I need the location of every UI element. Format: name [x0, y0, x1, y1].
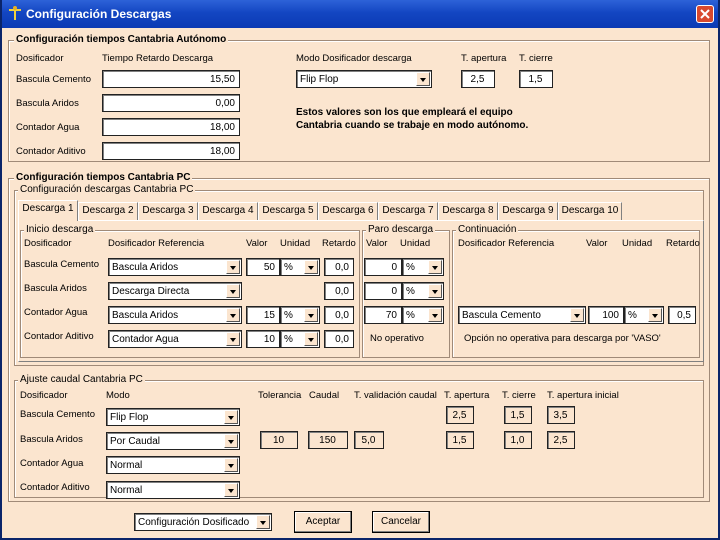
caudal-modo-bascula-cemento[interactable]: [106, 408, 240, 426]
inicio-ref-bascula-aridos[interactable]: [108, 282, 242, 300]
caudal-tolerancia-bascula-aridos[interactable]: 10: [260, 431, 298, 449]
autonomo-retardo-contador-aditivo[interactable]: 18,00: [102, 142, 240, 160]
inicio-col-dosificador: Dosificador: [24, 238, 72, 249]
tab-descarga-1[interactable]: Descarga 1: [18, 200, 78, 221]
inicio-unidad-contador-aditivo[interactable]: [280, 330, 320, 348]
chevron-down-icon[interactable]: [226, 260, 240, 274]
caudal-caudal-bascula-aridos[interactable]: 150: [308, 431, 348, 449]
inicio-retardo-contador-agua[interactable]: 0,0: [324, 306, 354, 324]
tab-descarga-7[interactable]: Descarga 7: [378, 202, 438, 220]
continuacion-col-valor: Valor: [586, 238, 608, 249]
inicio-valor-bascula-cemento[interactable]: 50: [246, 258, 280, 276]
autonomo-retardo-bascula-aridos[interactable]: 0,00: [102, 94, 240, 112]
caudal-col-apertura-inicial: T. apertura inicial: [547, 390, 619, 401]
continuacion-col-unidad: Unidad: [622, 238, 653, 249]
accept-button[interactable]: Aceptar: [294, 511, 352, 533]
continuacion-note: Opción no operativa para descarga por 'VASO': [464, 333, 661, 344]
paro-valor-bascula-aridos[interactable]: 0: [364, 282, 402, 300]
paro-unidad-value: %: [406, 286, 415, 297]
chevron-down-icon[interactable]: [256, 515, 270, 529]
paro-col-unidad: Unidad: [400, 238, 431, 249]
inicio-col-valor: Valor: [246, 238, 268, 249]
paro-unidad-contador-agua[interactable]: [402, 306, 444, 324]
inicio-label-bascula-aridos: Bascula Aridos: [24, 283, 87, 294]
caudal-cierre-bascula-cemento[interactable]: 1,5: [504, 406, 532, 424]
caudal-col-dosificador: Dosificador: [20, 390, 68, 401]
chevron-down-icon[interactable]: [224, 434, 238, 448]
inicio-label-contador-aditivo: Contador Aditivo: [24, 331, 94, 342]
autonomo-col-retardo: Tiempo Retardo Descarga: [102, 53, 214, 64]
autonomo-title: Configuración tiempos Cantabria Autónomo: [16, 34, 227, 45]
continuacion-col-retardo: Retardo: [666, 238, 700, 249]
inicio-valor-contador-aditivo[interactable]: 10: [246, 330, 280, 348]
chevron-down-icon[interactable]: [428, 284, 442, 298]
app-icon: [7, 5, 23, 21]
tab-descarga-6[interactable]: Descarga 6: [318, 202, 378, 220]
paro-valor-bascula-cemento[interactable]: 0: [364, 258, 402, 276]
chevron-down-icon[interactable]: [226, 308, 240, 322]
caudal-col-caudal: Caudal: [309, 390, 340, 401]
caudal-modo-contador-agua[interactable]: [106, 456, 240, 474]
caudal-modo-contador-aditivo[interactable]: [106, 481, 240, 499]
autonomo-label-contador-aditivo: Contador Aditivo: [16, 146, 86, 157]
chevron-down-icon[interactable]: [648, 308, 662, 322]
inicio-descarga-title: Inicio descarga: [26, 224, 94, 235]
chevron-down-icon[interactable]: [304, 332, 318, 346]
inicio-unidad-value: %: [284, 310, 293, 321]
chevron-down-icon[interactable]: [304, 260, 318, 274]
autonomo-t-apertura-input[interactable]: 2,5: [461, 70, 495, 88]
inicio-retardo-bascula-cemento[interactable]: 0,0: [324, 258, 354, 276]
tab-strip: [18, 202, 704, 222]
modo-dosificador-value: Flip Flop: [300, 74, 339, 85]
modo-dosificador-label: Modo Dosificador descarga: [296, 53, 412, 64]
inicio-unidad-value: %: [284, 262, 293, 273]
continuacion-ref-select[interactable]: [458, 306, 586, 324]
caudal-validacion-bascula-aridos[interactable]: 5,0: [354, 431, 384, 449]
inicio-unidad-contador-agua[interactable]: [280, 306, 320, 324]
close-button[interactable]: [696, 5, 714, 23]
chevron-down-icon[interactable]: [304, 308, 318, 322]
caudal-label-bascula-aridos: Bascula Aridos: [20, 434, 83, 445]
inicio-label-contador-agua: Contador Agua: [24, 307, 88, 318]
caudal-modo-bascula-aridos[interactable]: [106, 432, 240, 450]
autonomo-label-contador-agua: Contador Agua: [16, 122, 80, 133]
caudal-cierre-bascula-aridos[interactable]: 1,0: [504, 431, 532, 449]
continuacion-valor-input[interactable]: 100: [588, 306, 624, 324]
inicio-ref-contador-agua[interactable]: [108, 306, 242, 324]
caudal-col-modo: Modo: [106, 390, 130, 401]
caudal-modo-value: Normal: [110, 485, 143, 496]
chevron-down-icon[interactable]: [428, 260, 442, 274]
caudal-title: Ajuste caudal Cantabria PC: [20, 374, 143, 385]
chevron-down-icon[interactable]: [226, 332, 240, 346]
autonomo-note-line1: Estos valores son los que empleará el equipo: [296, 107, 513, 118]
caudal-col-apertura: T. apertura: [444, 390, 490, 401]
paro-unidad-bascula-cemento[interactable]: [402, 258, 444, 276]
caudal-apertura-bascula-cemento[interactable]: 2,5: [446, 406, 474, 424]
caudal-modo-value: Flip Flop: [110, 412, 149, 423]
inicio-retardo-contador-aditivo[interactable]: 0,0: [324, 330, 354, 348]
window-title: Configuración Descargas: [26, 7, 172, 21]
caudal-modo-value: Por Caudal: [110, 436, 161, 447]
paro-no-operativo: No operativo: [370, 333, 424, 344]
inicio-ref-value: Bascula Aridos: [112, 310, 179, 321]
paro-col-valor: Valor: [366, 238, 388, 249]
chevron-down-icon[interactable]: [416, 72, 430, 86]
autonomo-note-line2: Cantabria cuando se trabaje en modo autónomo.: [296, 120, 529, 131]
paro-unidad-value: %: [406, 262, 415, 273]
inicio-ref-value: Descarga Directa: [112, 286, 190, 297]
autonomo-label-bascula-aridos: Bascula Aridos: [16, 98, 79, 109]
config-dosificado-select[interactable]: [134, 513, 272, 531]
autonomo-retardo-bascula-cemento[interactable]: 15,50: [102, 70, 240, 88]
continuacion-unidad-value: %: [628, 310, 637, 321]
caudal-apertura-inicial-bascula-aridos[interactable]: 2,5: [547, 431, 575, 449]
caudal-apertura-inicial-bascula-cemento[interactable]: 3,5: [547, 406, 575, 424]
paro-unidad-value: %: [406, 310, 415, 321]
continuacion-unidad-select[interactable]: [624, 306, 664, 324]
autonomo-col-dosificador: Dosificador: [16, 53, 64, 64]
descargas-title: Configuración descargas Cantabria PC: [20, 184, 194, 195]
tab-descarga-3[interactable]: Descarga 3: [138, 202, 198, 220]
caudal-col-validacion: T. validación caudal: [354, 390, 437, 401]
chevron-down-icon[interactable]: [226, 284, 240, 298]
inicio-col-retardo: Retardo: [322, 238, 356, 249]
caudal-label-contador-agua: Contador Agua: [20, 458, 84, 469]
caudal-apertura-bascula-aridos[interactable]: 1,5: [446, 431, 474, 449]
tab-descarga-4[interactable]: Descarga 4: [198, 202, 258, 220]
inicio-valor-contador-agua[interactable]: 15: [246, 306, 280, 324]
pc-title: Configuración tiempos Cantabria PC: [16, 172, 191, 183]
paro-descarga-title: Paro descarga: [368, 224, 434, 235]
inicio-unidad-value: %: [284, 334, 293, 345]
chevron-down-icon[interactable]: [224, 410, 238, 424]
continuacion-ref-value: Bascula Cemento: [462, 310, 541, 321]
cancel-button[interactable]: Cancelar: [372, 511, 430, 533]
inicio-ref-value: Contador Agua: [112, 334, 179, 345]
title-bar[interactable]: [2, 0, 718, 28]
continuacion-retardo-input[interactable]: 0,5: [668, 306, 696, 324]
autonomo-t-cierre-label: T. cierre: [519, 53, 553, 64]
caudal-label-bascula-cemento: Bascula Cemento: [20, 409, 95, 420]
inicio-ref-bascula-cemento[interactable]: [108, 258, 242, 276]
autonomo-t-apertura-label: T. apertura: [461, 53, 507, 64]
inicio-retardo-bascula-aridos[interactable]: 0,0: [324, 282, 354, 300]
inicio-unidad-bascula-cemento[interactable]: [280, 258, 320, 276]
tab-descarga-10[interactable]: Descarga 10: [558, 202, 622, 220]
modo-dosificador-select[interactable]: [296, 70, 432, 88]
chevron-down-icon[interactable]: [570, 308, 584, 322]
autonomo-retardo-contador-agua[interactable]: 18,00: [102, 118, 240, 136]
inicio-ref-value: Bascula Aridos: [112, 262, 179, 273]
chevron-down-icon[interactable]: [428, 308, 442, 322]
autonomo-label-bascula-cemento: Bascula Cemento: [16, 74, 91, 85]
inicio-label-bascula-cemento: Bascula Cemento: [24, 259, 99, 270]
inicio-col-unidad: Unidad: [280, 238, 311, 249]
continuacion-title: Continuación: [458, 224, 517, 235]
autonomo-t-cierre-input[interactable]: 1,5: [519, 70, 553, 88]
inicio-col-referencia: Dosificador Referencia: [108, 238, 205, 249]
caudal-label-contador-aditivo: Contador Aditivo: [20, 482, 90, 493]
tab-descarga-5[interactable]: Descarga 5: [258, 202, 318, 220]
caudal-modo-value: Normal: [110, 460, 143, 471]
inicio-ref-contador-aditivo[interactable]: [108, 330, 242, 348]
continuacion-col-referencia: Dosificador Referencia: [458, 238, 555, 249]
tab-descarga-9[interactable]: Descarga 9: [498, 202, 558, 220]
chevron-down-icon[interactable]: [224, 458, 238, 472]
caudal-col-cierre: T. cierre: [502, 390, 536, 401]
caudal-col-tolerancia: Tolerancia: [258, 390, 302, 401]
tab-descarga-2[interactable]: Descarga 2: [78, 202, 138, 220]
config-dosificado-value: Configuración Dosificado: [138, 517, 250, 528]
tab-descarga-8[interactable]: Descarga 8: [438, 202, 498, 220]
chevron-down-icon[interactable]: [224, 483, 238, 497]
paro-valor-contador-agua[interactable]: 70: [364, 306, 402, 324]
paro-unidad-bascula-aridos[interactable]: [402, 282, 444, 300]
close-icon: [697, 6, 713, 22]
